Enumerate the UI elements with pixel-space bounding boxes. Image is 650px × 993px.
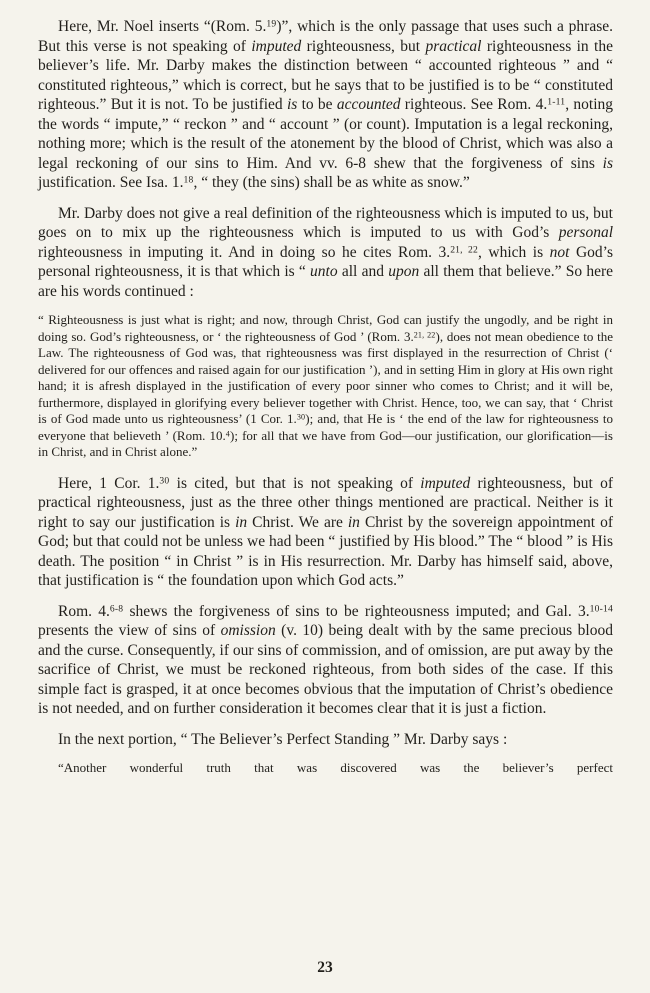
paragraph-body: Mr. Darby does not give a real definition of the righteousness which is imputed to us, but goes on to mix up the righteousness which is imputed to us with God’s personal righteousness in imputing it. And in doing so he cites Rom. 3.$^{21, 22}$, which is not God’s personal righteousness, it is that which is “ unto all and upon all them that believe.” So here are his words continued :: [38, 204, 614, 300]
paragraph-body: In the next portion, “ The Believer’s Perfect Standing ” Mr. Darby says :: [58, 730, 508, 748]
paragraph-quote: “Another wonderful truth that was discovered was the believer’s perfect: [58, 760, 613, 776]
page-number: 23: [317, 959, 333, 976]
paragraph-body: Here, Mr. Noel inserts “(Rom. 5.19)”, which is the only passage that uses such a phrase. But this verse is not speaking of imputed righteousness, but practical righteousness in the believer’s life. Mr. Darby makes the distinction between “ accounted righteous ” and “ constituted righteous,” which is correct, but he says that to be justified is to be “ constituted righteous.” But it is not. To be justified is to be accounted righteous. See Rom. 4.$^{1-11}$, noting the words “ impute,” “ reckon ” and “ account ” (or count). Imputation is a legal reckoning, nothing more; which is the result of the atonement by the blood of Christ, which was also a legal reckoning of our sins to Him. And vv. 6-8 shew that the forgiveness of sins is justification. See Isa. 1.18, “ they (the sins) shall be as white as snow.”: [38, 18, 613, 192]
paragraph-quote: “ Righteousness is just what is right; and now, through Christ, God can justify the ungodly, and be right in doing so. God’s righteousness, or ‘ the righteousness of God ’ (Rom. 3.$^{21, 22}$), does not mean obedience to the Law. The righteousness of God was, that righteousness was first displayed in the resurrection of Christ (‘ delivered for our offences and raised again for our justification ’), and in setting Him in glory at His own right hand; it is afresh displayed in the justification of every poor sinner who comes to Christ; and it will be, furthermore, displayed in glorifying every believer together with Christ. Hence, too, we can say, that ‘ Christ is of God made unto us righteousness’ (1 Cor. 1.30); and, that He is ‘ the end of the law for righteousness to everyone that believeth ’ (Rom. 10.$^4$); for all that we have from God—our justification, our glorification—is in Christ, and in Christ alone.”: [38, 312, 613, 460]
paragraph-body: Rom. 4.$^{6-8}$ shews the forgiveness of sins to be righteousness imputed; and Gal. 3.$^{10-14}$ presents the view of sins of omission (v. 10) being dealt with by the same precious blood and the curse. Consequently, if our sins of commission, and of omission, are put away by the sacrifice of Christ, we must be reckoned righteous, from both sides of the case. If this simple fact is grasped, it at once becomes obvious that the imputation of Christ’s obedience is not needed, and on further consideration it becomes clear that it is just a fiction.: [38, 602, 613, 718]
page-content: [38, 17, 613, 777]
paragraph-body: Here, 1 Cor. 1.30 is cited, but that is not speaking of imputed righteousness, but of practical righteousness, just as the three other things mentioned are practical. Neither is it right to say our justification is in Christ. We are in Christ by the sovereign appointment of God; but that could not be unless we had been “ justified by His blood.” The “ blood ” is His death. The position “ in Christ ” is in His resurrection. Mr. Darby has himself said, above, that justification is “ the foundation upon which God acts.”: [38, 474, 613, 590]
